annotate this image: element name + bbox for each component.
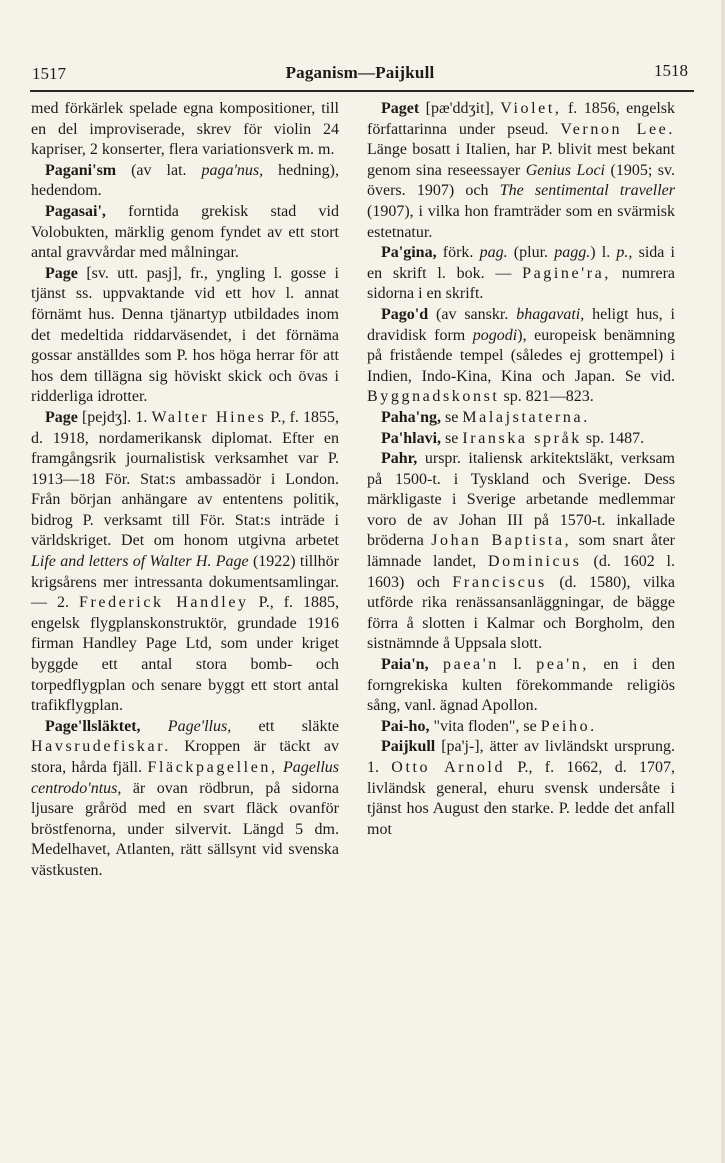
page-edge — [721, 0, 725, 1163]
headword: Paijkull — [381, 738, 436, 756]
entry-pagod: Pago'd (av sanskr. bhagavati, heligt hus, i dravidisk form pogodi), europeisk benämning på fristående tempel (således ej grottempel) i Indien, Indo-Kina, Kina och Japan. Se vid. Byggnadskonst sp. 821—823. — [367, 305, 675, 406]
entry-page-en: Page [pejdʒ]. 1. Walter Hines P., f. 1855, d. 1918, nordamerikansk diplomat. Efter en framgångsrik journalistisk verksamhet var P. 1913—18 För. Stat:s ambassadör i London. Från början anhängare av ententens politik, bidrog P. verksamt till För. Stat:s inträde i världskriget. Det om honom utgivna arbetet Life and letters of Walter H. Page (1922) tillhör krigsårens mer intressanta dokumentsamlingar. — 2. Frederick Handley P., f. 1885, engelsk flygplanskonstruktör, grundade 1916 firman Handley Page Ltd, som under kriget byggde ett antal stora bomb- och torpedflygplan och senare byggt ett stort antal trafikflygplan. — [31, 408, 340, 715]
entry-page-fr: Page [sv. utt. pasj], fr., yngling l. gosse i tjänst ss. uppvaktande vid ett hov l. annat förnämt hus. Denna tjänartyp utbildades inom det medeltida riddarväsendet, i det förnäma gossar anställdes som P. hos höga herrar för att hos dem tillägna sig höviskt skick och övas i ridderliga idrotter. — [31, 264, 339, 406]
headword: Pahr, — [381, 450, 418, 468]
entry-pahr: Pahr, urspr. italiensk arkitektsläkt, verksam på 1500-t. i Tyskland och Sverige. Dess märkligaste i Sverige arbetande medlemmar voro de av Johan III på 1570-t. inkallade bröderna Johan Baptista, som snart åter lämnade landet, Dominicus (d. 1602 l. 1603) och Franciscus (d. 1580), vilka utförde rika renässansanläggningar, de bägge förra å slotten i Kalmar och Borgholm, den sistnämnde å Uppsala slott. — [367, 450, 676, 653]
entry-pagina: Pa'gina, förk. pag. (plur. pagg.) l. p., sida i en skrift l. bok. — Pagine'ra, numrera sidorna i en skrift. — [367, 244, 675, 303]
page-header — [30, 58, 690, 88]
headword: Paia'n, — [381, 656, 429, 674]
headword: Pa'gina, — [381, 244, 437, 262]
entry-pagasai: Pagasai', forntida grekisk stad vid Volobukten, märklig genom fyndet av ett stort antal gravvårdar med målningar. — [31, 202, 339, 262]
headword: Pa'hlavi, — [381, 429, 442, 447]
entry-paian: Paia'n, paea'n l. pea'n, en i den forngrekiska kulten förekommande religiös sång, vanl. ägnad Apollon. — [367, 656, 676, 715]
entry-pai-ho: Pai-ho, "vita floden", se Peiho. — [381, 717, 597, 735]
entry-paganism: Pagani'sm (av lat. paga'nus, hedning), hedendom. — [31, 161, 340, 200]
left-column — [31, 99, 339, 882]
headword: Pai-ho, — [381, 717, 430, 735]
headword: Paha'ng, — [381, 408, 442, 426]
entry-pagellslaktet: Page'llsläktet, Page'llus, ett släkte Havsrudefiskar. Kroppen är täckt av stora, hårda fjäll. Fläckpagellen, Pagellus centrodo'ntus, är ovan rödbrun, på sidorna ljusare gråröd med en svart fläck ovanför bröstfenorna, under silvervit. Längd 5 dm. Medelhavet, Atlanten, rätt sällsynt vid svenska västkusten. — [31, 717, 340, 879]
headword: Page — [45, 264, 78, 282]
headword: Pagani'sm — [45, 161, 117, 179]
running-title: Paganism—Paijkull — [285, 63, 435, 82]
entry-pahlavi: Pa'hlavi, se Iranska språk sp. 1487. — [381, 429, 645, 447]
entry-pahang: Paha'ng, se Malajstaterna. — [381, 408, 590, 426]
headword: Page — [45, 408, 78, 426]
entry-paijkull: Paijkull [pa'j-], ätter av livländskt ursprung. 1. Otto Arnold P., f. 1662, d. 1707, livländsk general, ehuru svensk undersåte i tjänst hos August den starke. P. ledde det anfall mot — [367, 738, 676, 838]
headword: Page'llsläktet, — [45, 717, 141, 735]
entry-continuation: med förkärlek spelade egna kompositioner, till en del improviserade, skrev för violin 24 kapriser, 2 konserter, flera variationsverk m. m. — [31, 100, 339, 159]
page-number-right: 1518 — [654, 61, 688, 80]
headword: Pagasai', — [45, 202, 106, 220]
right-column — [367, 99, 675, 840]
entry-paget: Paget [pæ'ddʒit], Violet, f. 1856, engelsk författarinna under pseud. Vernon Lee. Länge bosatt i Italien, har P. blivit mest bekant genom sina reseessayer Genius Loci (1905; sv. övers. 1907) och The sentimental traveller (1907), i vilka hon framträder som en svärmisk estetnatur. — [367, 100, 676, 241]
page-number-left: 1517 — [32, 64, 66, 83]
headword: Paget — [381, 100, 420, 117]
header-rule — [30, 90, 694, 92]
headword: Pago'd — [381, 305, 429, 323]
